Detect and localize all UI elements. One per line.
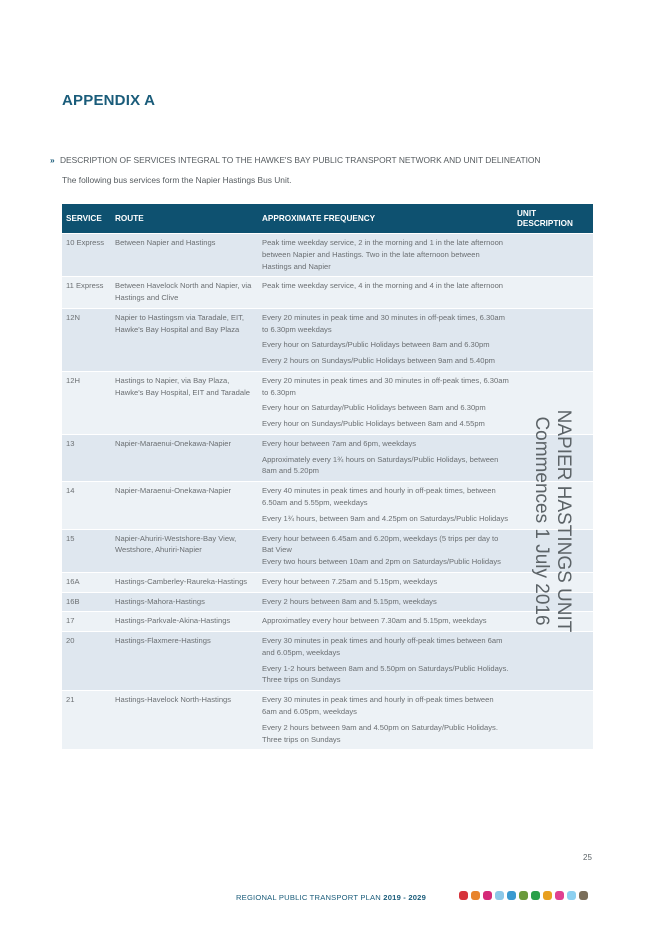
frequency-cell [258,529,513,572]
frequency-line: Every hour on Sundays/Public Holidays between 8am and 4.55pm [262,419,485,429]
service-cell: 21 [62,691,111,750]
frequency-line: Every 40 minutes in peak times and hourly in off-peak times, between 6.50am and 5.55pm, weekdays [262,486,496,508]
route-cell: Napier-Maraenui-Onekawa-Napier [111,482,258,529]
color-dot-icon [567,891,576,900]
unit-name: NAPIER HASTINGS UNIT [552,409,574,633]
frequency-line: Every 30 minutes in peak times and hourly in off-peak times between 6am and 6.05pm, weekdays [262,695,494,716]
frequency-line: Every hour on Saturdays/Public Holidays between 8am and 6.30pm [262,340,490,350]
service-cell: 16A [62,572,111,592]
frequency-line: Approximately every 1¾ hours on Saturdays/Public Holidays, between 8am and 5.20pm [262,454,499,476]
frequency-line: Peak time weekday service, 2 in the morning and 1 in the late afternoon between Napier and Hastings. Two in the late afternoon between Hastings and Napier [262,238,504,271]
color-dot-icon [495,891,504,900]
frequency-line: Every 2 hours between 9am and 4.50pm on Saturday/Public Holidays. Three trips on Sundays [262,722,498,744]
frequency-line: Approximatley every hour between 7.30am and 5.15pm, weekdays [262,616,487,626]
section-heading [50,155,610,165]
color-dot-icon [507,891,516,900]
page-number: 25 [583,853,592,862]
bullet-chevron-icon: » [50,155,55,165]
service-cell: 15 [62,529,111,572]
route-cell: Between Napier and Hastings [111,234,258,277]
unit-cell [513,691,593,750]
unit-cell [513,277,593,309]
table-row [62,234,593,277]
section-title: DESCRIPTION OF SERVICES INTEGRAL TO THE HAWKE'S BAY PUBLIC TRANSPORT NETWORK AND UNIT DELINEATION [60,155,541,165]
color-dot-icon [471,891,480,900]
color-dot-icon [459,891,468,900]
route-cell: Hastings-Camberley-Raureka-Hastings [111,572,258,592]
table-row [62,691,593,750]
unit-description-vertical [512,390,592,652]
color-dot-icon [483,891,492,900]
service-cell: 13 [62,434,111,481]
footer-years: 2019 - 2029 [383,893,427,902]
frequency-line: Every 2 hours between 8am and 5.15pm, weekdays [262,596,437,606]
frequency-cell [258,308,513,371]
footer-color-dots [459,891,588,900]
route-cell: Napier-Maraenui-Onekawa-Napier [111,434,258,481]
frequency-line: Every hour between 7.25am and 5.15pm, weekdays [262,576,438,586]
frequency-cell [258,434,513,481]
table-header-row [62,204,593,234]
header-unit-line1: UNIT [517,209,537,219]
frequency-cell [258,482,513,529]
frequency-cell [258,234,513,277]
table-row [62,308,593,371]
route-cell: Napier to Hastingsm via Taradale, EIT, Hawke's Bay Hospital and Bay Plaza [111,308,258,371]
frequency-line: Every hour between 6.45am and 6.20pm, weekdays (5 trips per day to Bat View [262,533,499,555]
frequency-line: Every hour between 7am and 6pm, weekdays [262,438,417,448]
frequency-line: Every 2 hours on Sundays/Public Holidays between 9am and 5.40pm [262,356,496,366]
unit-commencement: Commences 1 July 2016 [531,416,552,626]
frequency-line: Every 30 minutes in peak times and hourly off-peak times between 6am and 6.05pm, weekdays [262,636,503,657]
table-row [62,277,593,309]
route-cell: Between Havelock North and Napier, via Hastings and Clive [111,277,258,309]
route-cell: Hastings-Parkvale-Akina-Hastings [111,612,258,632]
frequency-line: Every hour on Saturday/Public Holidays between 8am and 6.30pm [262,403,486,413]
footer-title [236,893,426,902]
color-dot-icon [579,891,588,900]
service-cell: 11 Express [62,277,111,309]
route-cell: Hastings to Napier, via Bay Plaza, Hawke's Bay Hospital, EIT and Taradale [111,371,258,434]
frequency-cell [258,277,513,309]
frequency-line: Every 20 minutes in peak times and 30 minutes in off-peak times, 6.30am to 6.30pm [262,375,509,397]
service-cell: 10 Express [62,234,111,277]
color-dot-icon [543,891,552,900]
color-dot-icon [555,891,564,900]
footer-label: REGIONAL PUBLIC TRANSPORT PLAN [236,893,381,902]
header-service: SERVICE [62,204,111,234]
service-cell: 12N [62,308,111,371]
service-cell: 14 [62,482,111,529]
frequency-line: Peak time weekday service, 4 in the morning and 4 in the late afternoon [262,281,504,291]
frequency-cell [258,371,513,434]
route-cell: Hastings-Flaxmere-Hastings [111,632,258,691]
header-route: ROUTE [111,204,258,234]
color-dot-icon [531,891,540,900]
frequency-cell [258,612,513,632]
frequency-cell [258,632,513,691]
frequency-line: Every 1¾ hours, between 9am and 4.25pm on Saturdays/Public Holidays [262,513,509,523]
route-cell: Hastings-Mahora-Hastings [111,592,258,612]
intro-text: The following bus services form the Napier Hastings Bus Unit. [62,175,292,185]
frequency-line: Every two hours between 10am and 2pm on Saturdays/Public Holidays [262,557,501,567]
unit-cell [513,234,593,277]
header-frequency: APPROXIMATE FREQUENCY [258,204,513,234]
service-cell: 17 [62,612,111,632]
route-cell: Napier-Ahuriri-Westshore-Bay View, Westshore, Ahuriri-Napier [111,529,258,572]
frequency-cell [258,572,513,592]
unit-cell [513,308,593,371]
route-cell: Hastings-Havelock North-Hastings [111,691,258,750]
service-cell: 16B [62,592,111,612]
page-title: APPENDIX A [62,92,156,109]
service-cell: 12H [62,371,111,434]
frequency-line: Every 20 minutes in peak time and 30 minutes in off-peak times, 6.30am to 6.30pm weekdays [262,312,505,334]
header-unit-description [513,204,593,234]
frequency-cell [258,592,513,612]
service-cell: 20 [62,632,111,691]
frequency-cell [258,691,513,750]
color-dot-icon [519,891,528,900]
frequency-line: Every 1-2 hours between 8am and 5.50pm on Saturdays/Public Holidays. Three trips on Sundays [262,663,509,685]
header-unit-line2: DESCRIPTION [517,218,573,228]
